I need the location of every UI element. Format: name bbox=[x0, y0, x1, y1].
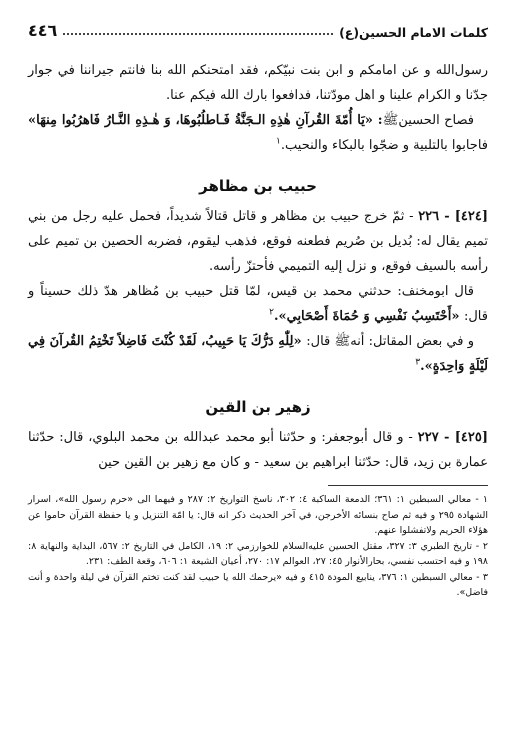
footnote-ref: ١ bbox=[276, 136, 281, 147]
honorific-mark: ﷺ bbox=[334, 334, 351, 349]
honorific-mark: ﷺ bbox=[382, 113, 399, 128]
running-title: كلمات الامام الحسين(ع) bbox=[339, 25, 488, 40]
header-dotted-leader bbox=[63, 33, 333, 35]
entry-number: [٤٢٥] - ٢٢٧ bbox=[417, 430, 488, 445]
footnote: ٢ - تاريخ الطبري ٣: ٣٢٧، مقتل الحسين عليه‌السلام للخوارزمي ٢: ١٩، الكامل في التاريخ ٢: ٥٦٧، البداية والنهاية ٨: ١٩٨ و فيه احتسب نفسي، بحارالأنوار ٤٥: ٢٧، العوالم ١٧: ٢٧٠، أعيان الشيعة ١: ٦٠٦، وقعة الطف: ٢٣١. bbox=[28, 540, 488, 567]
paragraph bbox=[28, 425, 488, 475]
quote-text: : «يَا أُمّةَ القُرآنِ هٰذِهِ الـجَنَّةُ فَـاطلُبُوهَا، وَ هٰـذِهِ النَّـارُ فَاهرُبُوا مِنهَا» bbox=[28, 113, 383, 128]
paragraph bbox=[28, 204, 488, 279]
paragraph bbox=[28, 108, 488, 158]
page-body bbox=[28, 58, 488, 601]
footnote-ref: ٣ bbox=[415, 357, 421, 368]
page-header bbox=[28, 14, 488, 40]
section-heading: زهير بن القين bbox=[205, 398, 311, 416]
page-number: ٤٤٦ bbox=[28, 21, 58, 40]
footnote: ٣ - معالي السبطين ١: ٣٧٦، ينابيع المودة ٤١٥ و فيه «يرحمك الله يا حبيب لقد كنت تختم القرآن في ليلة واحدة و أنت فاضل». bbox=[28, 571, 488, 598]
paragraph bbox=[28, 279, 488, 329]
entry-number: [٤٢٤] - ٢٢٦ bbox=[418, 209, 488, 224]
paragraph-text: فاجابوا بالتلبية و ضجّوا بالبكاء والنحيب. bbox=[280, 138, 488, 153]
paragraph: رسول‌الله و عن امامكم و ابن بنت نبيّكم، فقد امتحنكم الله بنا فانتم جيراننا في جوار جدّنا و الكرام علينا و اهل مودّتنا، فدافعوا بارك الله فيكم عنا. bbox=[28, 63, 488, 103]
paragraph-text: - ثمّ خرج حبيب بن مظاهر و قاتل قتالاً شديداً، فحمل عليه رجل من بني تميم يقال له: بُديل بن صُريم فطعنه فوقع، فذهب ليقوم، فضربه الحصين بن تميم على رأسه بالسيف فوقع، و نزل إليه التميمي فأحتزّ رأسه. bbox=[28, 209, 488, 274]
quote-text: «لِلّٰهِ دَرُّكَ يَا حَبِيبُ، لَقَدْ كُنْتَ فَاضِلاً تَخْتِمُ القُرآنَ فِي لَيْلَةٍ وَاحِدَةٍ». bbox=[28, 334, 488, 374]
paragraph-text: و في بعض المقاتل: أنه bbox=[350, 334, 474, 349]
footnotes bbox=[28, 492, 488, 601]
section-heading: حبيب بن مظاهر bbox=[199, 177, 317, 195]
quote-text: «أَحْتَسِبُ نَفْسِي وَ حُمَاةَ أَصْحَابِي». bbox=[273, 309, 464, 324]
paragraph-text: فصاح الحسين bbox=[398, 113, 474, 128]
paragraph-text: - و قال أبوجعفر: و حدّثنا أبو محمد عبدالله بن محمد البلوي، قال: حدّثنا عمارة بن زيد، قال: حدّثنا ابراهيم بن سعيد - و كان مع زهير بن القين حين bbox=[28, 430, 488, 470]
footnote-divider bbox=[328, 485, 488, 486]
paragraph bbox=[28, 329, 488, 379]
footnote: ١ - معالي السبطين ١: ٣٦١؛ الدمعة الساكبة ٤: ٣٠٢، ناسخ التواريخ ٢: ٢٨٧ و فيهما الى «حرم رسول الله»، اسرار الشهادة ٢٩٥ و فيه ثم صاح بنسائه الأخرجن، في آخر الحديث ذكر انه قال: يا امّة التنزيل و يا حفظة القرآن حاموا عن هؤلاء الحريم ولاتفشلوا عنهم. bbox=[28, 494, 488, 536]
paragraph-text: قال ابومخنف: حدثني محمد بن قيس، لمّا قتل حبيب بن مُظاهر هدّ ذلك حسيناً و قال: bbox=[28, 284, 488, 324]
footnote-ref: ٢ bbox=[269, 307, 274, 318]
paragraph-text: قال: bbox=[306, 334, 335, 349]
